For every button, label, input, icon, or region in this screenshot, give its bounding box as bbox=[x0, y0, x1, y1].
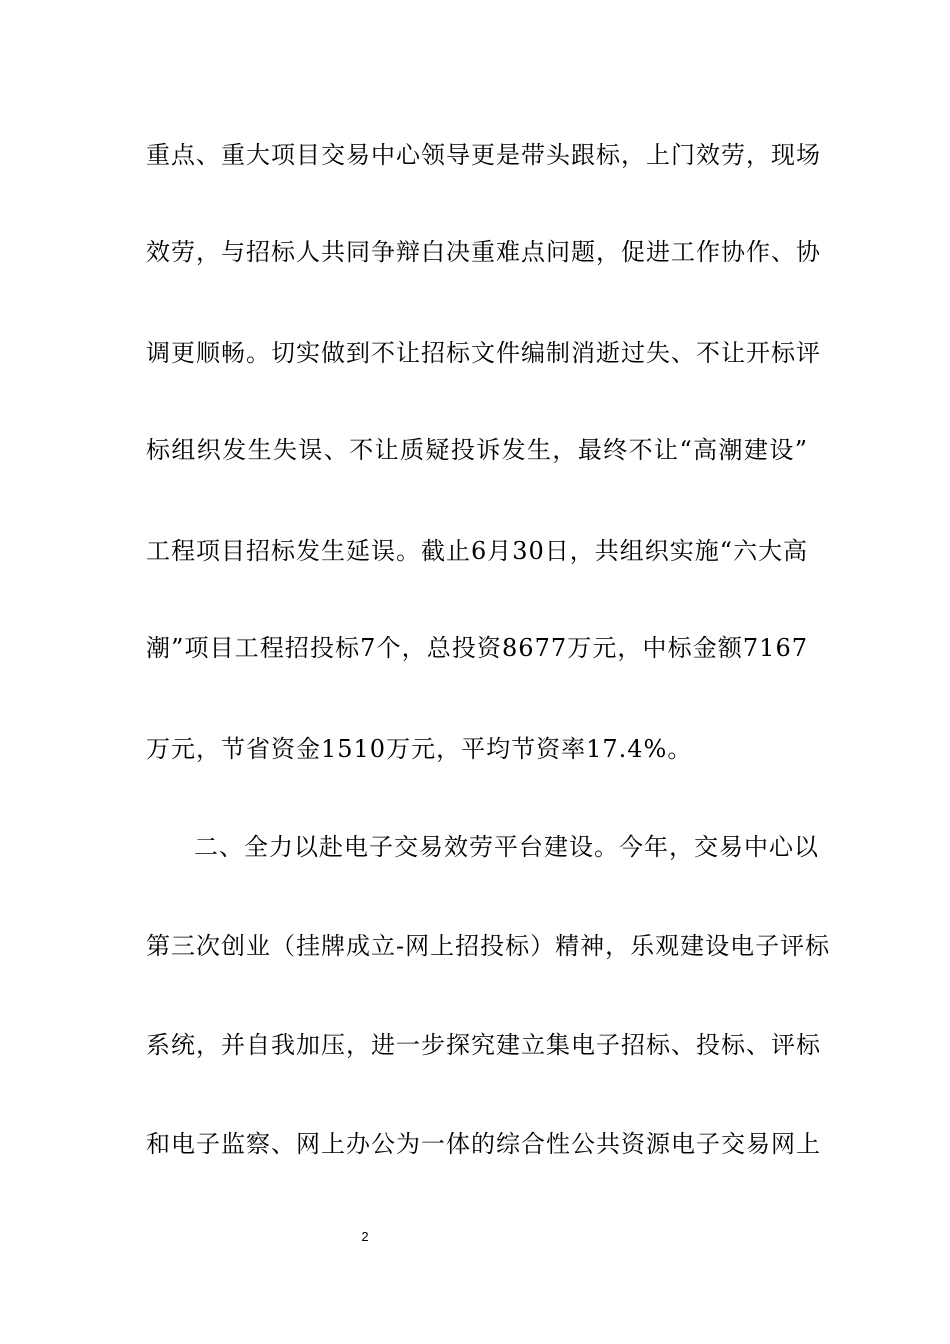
body-text-line: 工程项目招标发生延误。截止6月30日，共组织实施“六大高 bbox=[146, 537, 809, 565]
body-text-line: 万元，节省资金1510万元，平均节资率17.4%。 bbox=[146, 735, 693, 763]
body-text-line: 潮”项目工程招投标7个，总投资8677万元，中标金额7167 bbox=[146, 634, 808, 662]
page-number: 2 bbox=[361, 1229, 369, 1244]
body-text-line: 重点、重大项目交易中心领导更是带头跟标，上门效劳，现场 bbox=[146, 141, 821, 169]
body-text-line: 第三次创业（挂牌成立-网上招投标）精神，乐观建设电子评标 bbox=[146, 932, 831, 960]
body-text-line: 效劳，与招标人共同争辩白决重难点问题，促进工作协作、协 bbox=[146, 238, 821, 266]
body-text-line: 和电子监察、网上办公为一体的综合性公共资源电子交易网上 bbox=[146, 1130, 821, 1158]
body-text-line: 调更顺畅。切实做到不让招标文件编制消逝过失、不让开标评 bbox=[146, 339, 821, 367]
body-text-line: 标组织发生失误、不让质疑投诉发生，最终不让“高潮建设” bbox=[146, 436, 808, 464]
body-text-line: 系统，并自我加压，进一步探究建立集电子招标、投标、评标 bbox=[146, 1031, 821, 1059]
paragraph-start-line: 二、全力以赴电子交易效劳平台建设。今年，交易中心以 bbox=[194, 833, 819, 861]
